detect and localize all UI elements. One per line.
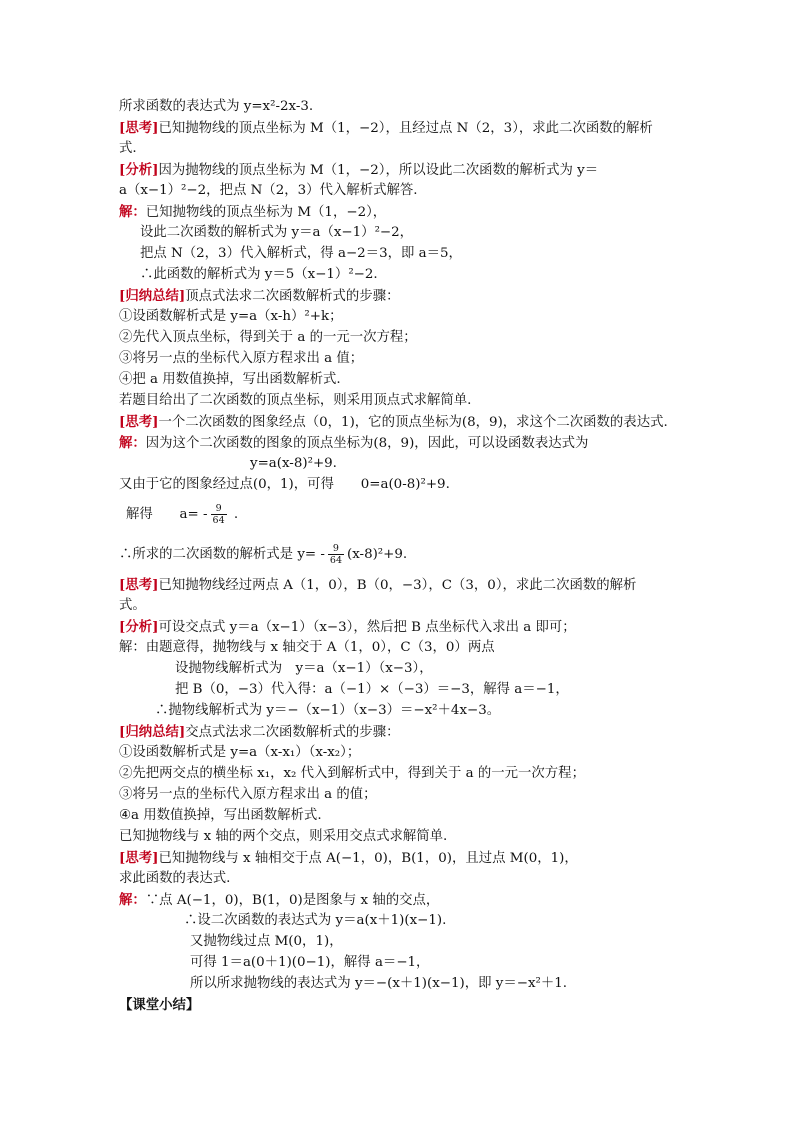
analysis-tag: [分析] (119, 162, 159, 178)
summary-tag: [归纳总结] (119, 288, 186, 304)
text-line: ∴此函数的解析式为 y＝5（x−1）²−2. (140, 267, 378, 282)
text-line: 可得 1＝a(0＋1)(0−1)，解得 a＝−1， (190, 955, 430, 970)
think-3: [思考]已知抛物线经过两点 A（1，0），B（0，−3），C（3，0），求此二次函数的解析 (119, 577, 637, 593)
think-tag: [思考] (119, 577, 159, 593)
text-line: 设抛物线解析式为 y＝a（x−1）（x−3）， (175, 661, 433, 676)
solve-line: 解得 a= - $\frac{9}{64}$ . (126, 503, 239, 526)
text-line: 解：由题意得，抛物线与 x 轴交于 A（1，0），C（3，0）两点 (119, 640, 495, 655)
think-2: [思考]一个二次函数的图象经点（0，1)，它的顶点坐标为(8，9)，求这个二次函数的表达式. (119, 414, 668, 430)
solution-3: 解：∵点 A(−1，0)，B(1，0)是图象与 x 轴的交点， (119, 892, 440, 908)
solution-tag: 解： (119, 204, 146, 220)
solution-tag: 解： (119, 435, 146, 451)
text-line: 所以所求抛物线的表达式为 y＝−(x＋1)(x−1)，即 y＝−x²＋1. (190, 976, 568, 991)
step-line: ①设函数解析式是 y=a（x-h）²+k； (119, 309, 343, 324)
summary-2: [归纳总结]交点式法求二次函数解析式的步骤： (119, 724, 400, 740)
step-line: ④a 用数值换掉，写出函数解析式. (119, 808, 322, 823)
answer-line: 所求函数的表达式为 y=x²-2x-3. (119, 99, 314, 114)
text-line: 又由于它的图象经过点(0，1)，可得 0=a(0-8)²+9. (119, 477, 450, 492)
result-line: ∴所求的二次函数的解析式是 y= - $\frac{9}{64}$ (x-8)²+9. (119, 543, 408, 566)
analysis-tag: [分析] (119, 619, 159, 635)
think-tag: [思考] (119, 850, 159, 866)
text-line: ∴抛物线解析式为 y＝−（x−1）（x−3）＝−x²＋4x−3。 (155, 703, 501, 718)
text-line: 若题目给出了二次函数的顶点坐标，则采用顶点式求解简单. (119, 393, 472, 408)
text-line: 式。 (119, 598, 146, 613)
step-line: ③将另一点的坐标代入原方程求出 a 的值； (119, 787, 377, 802)
text-line: 设此二次函数的解析式为 y＝a（x−1）²−2， (140, 225, 414, 240)
fraction: $\frac{9}{64}$ (212, 503, 225, 526)
fraction: $\frac{9}{64}$ (329, 543, 342, 566)
analysis-2: [分析]可设交点式 y＝a（x−1）（x−3），然后把 B 点坐标代入求出 a 即可； (119, 619, 576, 635)
text-line: 又抛物线过点 M(0，1)， (190, 934, 343, 949)
formula-line: y=a(x-8)²+9. (250, 456, 337, 471)
text-line: a（x−1）²−2，把点 N（2，3）代入解析式解答. (119, 183, 418, 198)
text-line: ∴设二次函数的表达式为 y＝a(x＋1)(x−1). (184, 913, 447, 928)
step-line: ②先代入顶点坐标，得到关于 a 的一元一次方程； (119, 330, 417, 345)
step-line: ②先把两交点的横坐标 x₁，x₂ 代入到解析式中，得到关于 a 的一元一次方程； (119, 766, 585, 781)
step-line: ③将另一点的坐标代入原方程求出 a 值； (119, 351, 364, 366)
solution-tag: 解： (119, 892, 146, 908)
think-tag: [思考] (119, 120, 159, 136)
think-tag: [思考] (119, 414, 159, 430)
step-line: ①设函数解析式是 y=a（x-x₁）（x-x₂）； (119, 745, 361, 760)
think-4: [思考]已知抛物线与 x 轴相交于点 A(−1，0)，B(1，0)，且过点 M(0，1)， (119, 850, 578, 866)
summary-tag: [归纳总结] (119, 724, 186, 740)
text-line: 求此函数的表达式. (119, 871, 231, 886)
text-line: 式. (119, 141, 137, 156)
text-line: 把点 N（2，3）代入解析式，得 a−2＝3，即 a＝5， (140, 246, 462, 261)
summary-1: [归纳总结]顶点式法求二次函数解析式的步骤： (119, 288, 400, 304)
analysis-1: [分析]因为抛物线的顶点坐标为 M（1，−2），所以设此二次函数的解析式为 y＝ (119, 162, 599, 178)
think-1: [思考]已知抛物线的顶点坐标为 M（1，−2），且经过点 N（2，3），求此二次函数的解析 (119, 120, 653, 136)
step-line: ④把 a 用数值换掉，写出函数解析式. (119, 372, 341, 387)
section-heading: 【课堂小结】 (119, 997, 200, 1013)
solution-1: 解：已知抛物线的顶点坐标为 M（1，−2）， (119, 204, 387, 220)
solution-2: 解：因为这个二次函数的图象的顶点坐标为(8，9)，因此，可以设函数表达式为 (119, 435, 589, 451)
text-line: 把 B（0，−3）代入得：a（−1）×（−3）＝−3，解得 a＝−1， (175, 682, 569, 697)
text-line: 已知抛物线与 x 轴的两个交点，则采用交点式求解简单. (119, 829, 448, 844)
